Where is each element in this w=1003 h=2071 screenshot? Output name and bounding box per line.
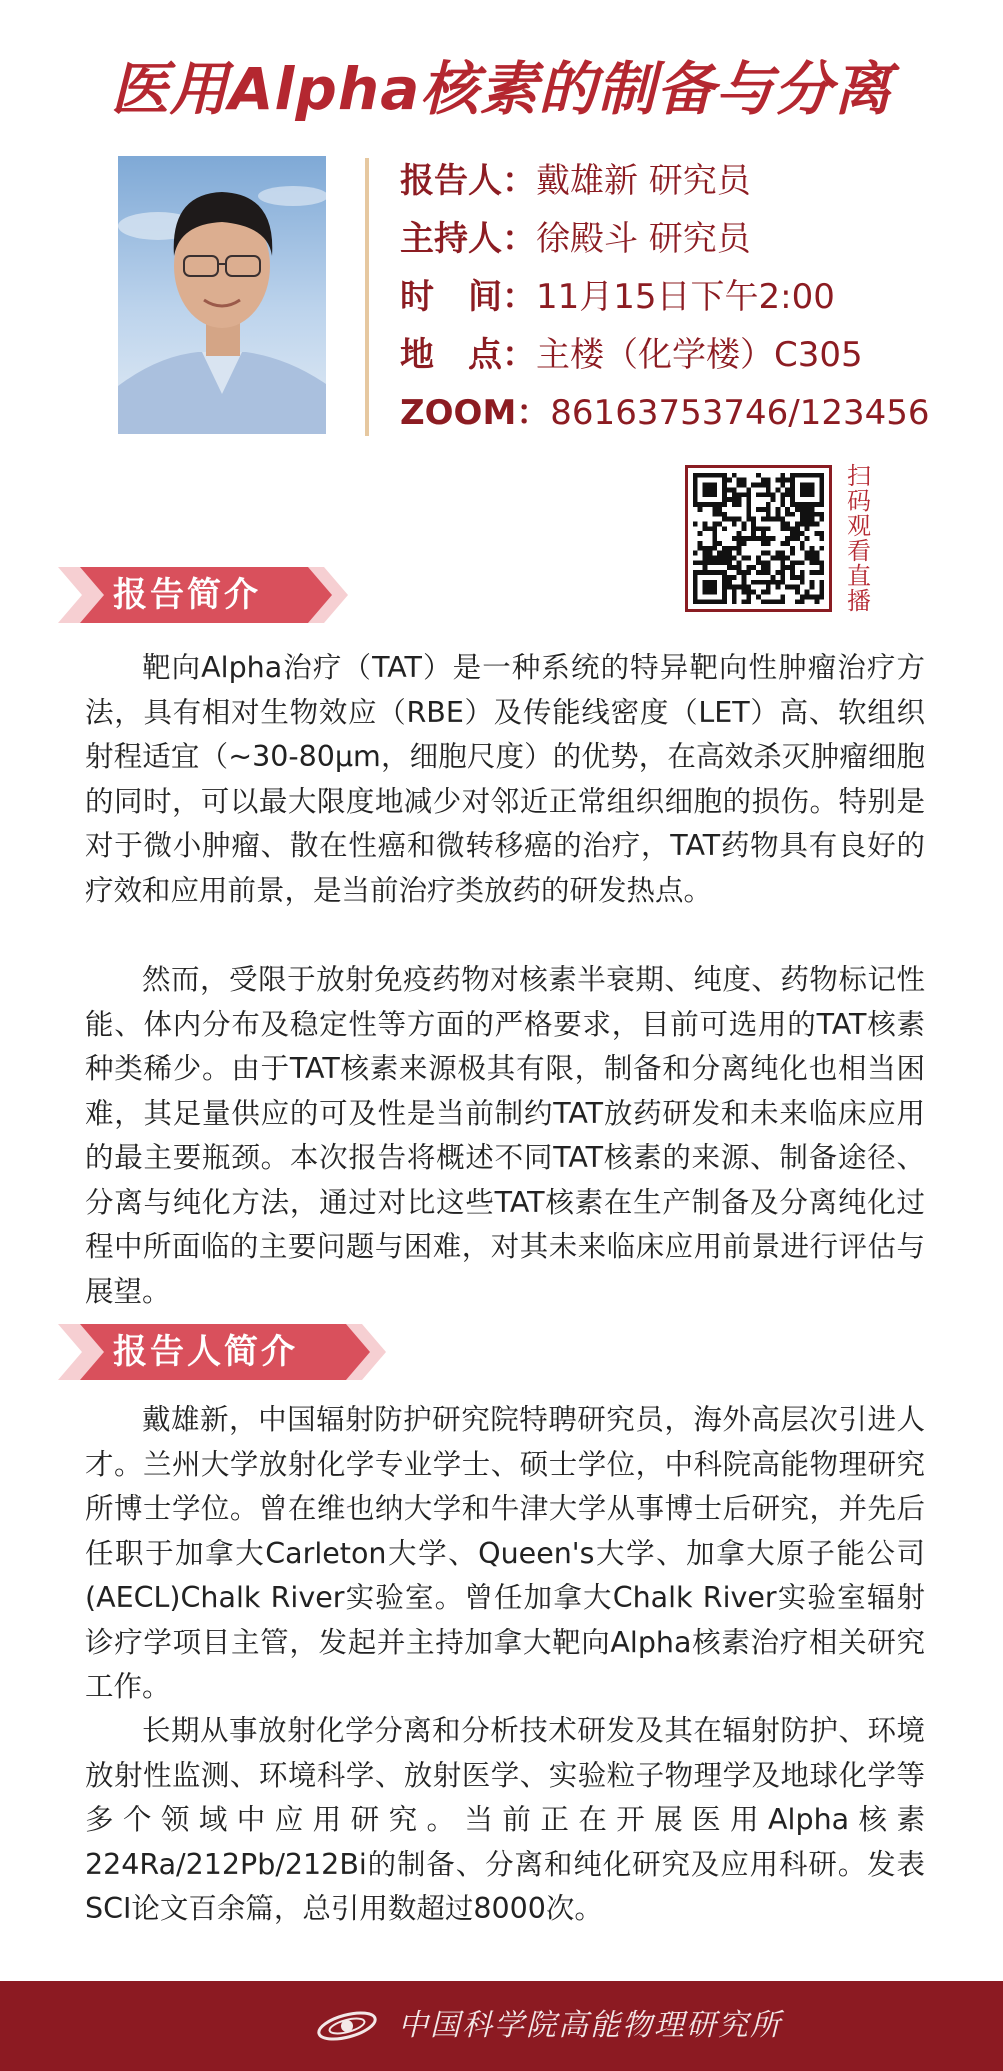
location-row [400,326,930,384]
institute-name: 中国科学院高能物理研究所 [398,2008,782,2043]
abstract-paragraph-1: 靶向Alpha治疗（TAT）是一种系统的特异靶向性肿瘤治疗方法，具有相对生物效应（RBE）及传能线密度（LET）高、软组织射程适宜（~30-80μm，细胞尺度）的优势，在高效杀灭肿瘤细胞的同时，可以最大限度地减少对邻近正常组织细胞的损伤。特别是对于微小肿瘤、散在性癌和微转移癌的治疗，TAT药物具有良好的疗效和应用前景，是当前治疗类放药的研发热点。 [85,651,925,907]
qr-code[interactable] [685,465,832,612]
time-value: 11月15日下午2:00 [536,277,835,317]
host-row [400,210,930,268]
event-info [400,152,930,442]
location-value: 主楼（化学楼）C305 [536,335,863,375]
abstract-section-tag [58,567,388,623]
speaker-heading: 报告人简介 [113,1332,298,1372]
location-label: 地 点： [400,335,536,375]
abstract-heading: 报告简介 [113,575,261,615]
host-value: 徐殿斗 研究员 [536,219,751,259]
zoom-value: 86163753746/123456 [550,393,930,433]
info-divider [365,158,369,436]
footer-bar [0,1981,1003,2071]
zoom-row [400,384,930,442]
time-row [400,268,930,326]
speaker-paragraph-2: 长期从事放射化学分离和分析技术研发及其在辐射防护、环境放射性监测、环境科学、放射医学、实验粒子物理学及地球化学等多个领域中应用研究。当前正在开展医用Alpha核素224Ra/212Pb/212Bi的制备、分离和纯化研究及应用科研。发表SCI论文百余篇，总引用数超过8000次。 [85,1714,925,1925]
host-label: 主持人： [400,219,536,259]
speaker-paragraph-1: 戴雄新，中国辐射防护研究院特聘研究员，海外高层次引进人才。兰州大学放射化学专业学士、硕士学位，中科院高能物理研究所博士学位。曾在维也纳大学和牛津大学从事博士后研究，并先后任职于加拿大Carleton大学、Queen's大学、加拿大原子能公司(AECL)Chalk River实验室。曾任加拿大Chalk River实验室辐射诊疗学项目主管，发起并主持加拿大靶向Alpha核素治疗相关研究工作。 [85,1403,925,1703]
abstract-paragraph-2: 然而，受限于放射免疫药物对核素半衰期、纯度、药物标记性能、体内分布及稳定性等方面的严格要求，目前可选用的TAT核素种类稀少。由于TAT核素来源极其有限，制备和分离纯化也相当困难，其足量供应的可及性是当前制约TAT放药研发和未来临床应用的最主要瓶颈。本次报告将概述不同TAT核素的来源、制备途径、分离与纯化方法，通过对比这些TAT核素在生产制备及分离纯化过程中所面临的主要问题与困难，对其未来临床应用前景进行评估与展望。 [85,963,925,1308]
zoom-label: ZOOM： [400,393,551,433]
page-title: 医用Alpha核素的制备与分离 [110,55,893,123]
speaker-section-tag [58,1324,388,1380]
qr-code-icon [688,468,829,609]
time-label: 时 间： [400,277,536,317]
reporter-row [400,152,930,210]
speaker-photo [118,156,326,434]
institute-logo-icon [315,2001,379,2051]
reporter-label: 报告人： [400,161,536,201]
qr-caption: 扫码观看直播 [847,462,871,615]
reporter-value: 戴雄新 研究员 [536,161,751,201]
